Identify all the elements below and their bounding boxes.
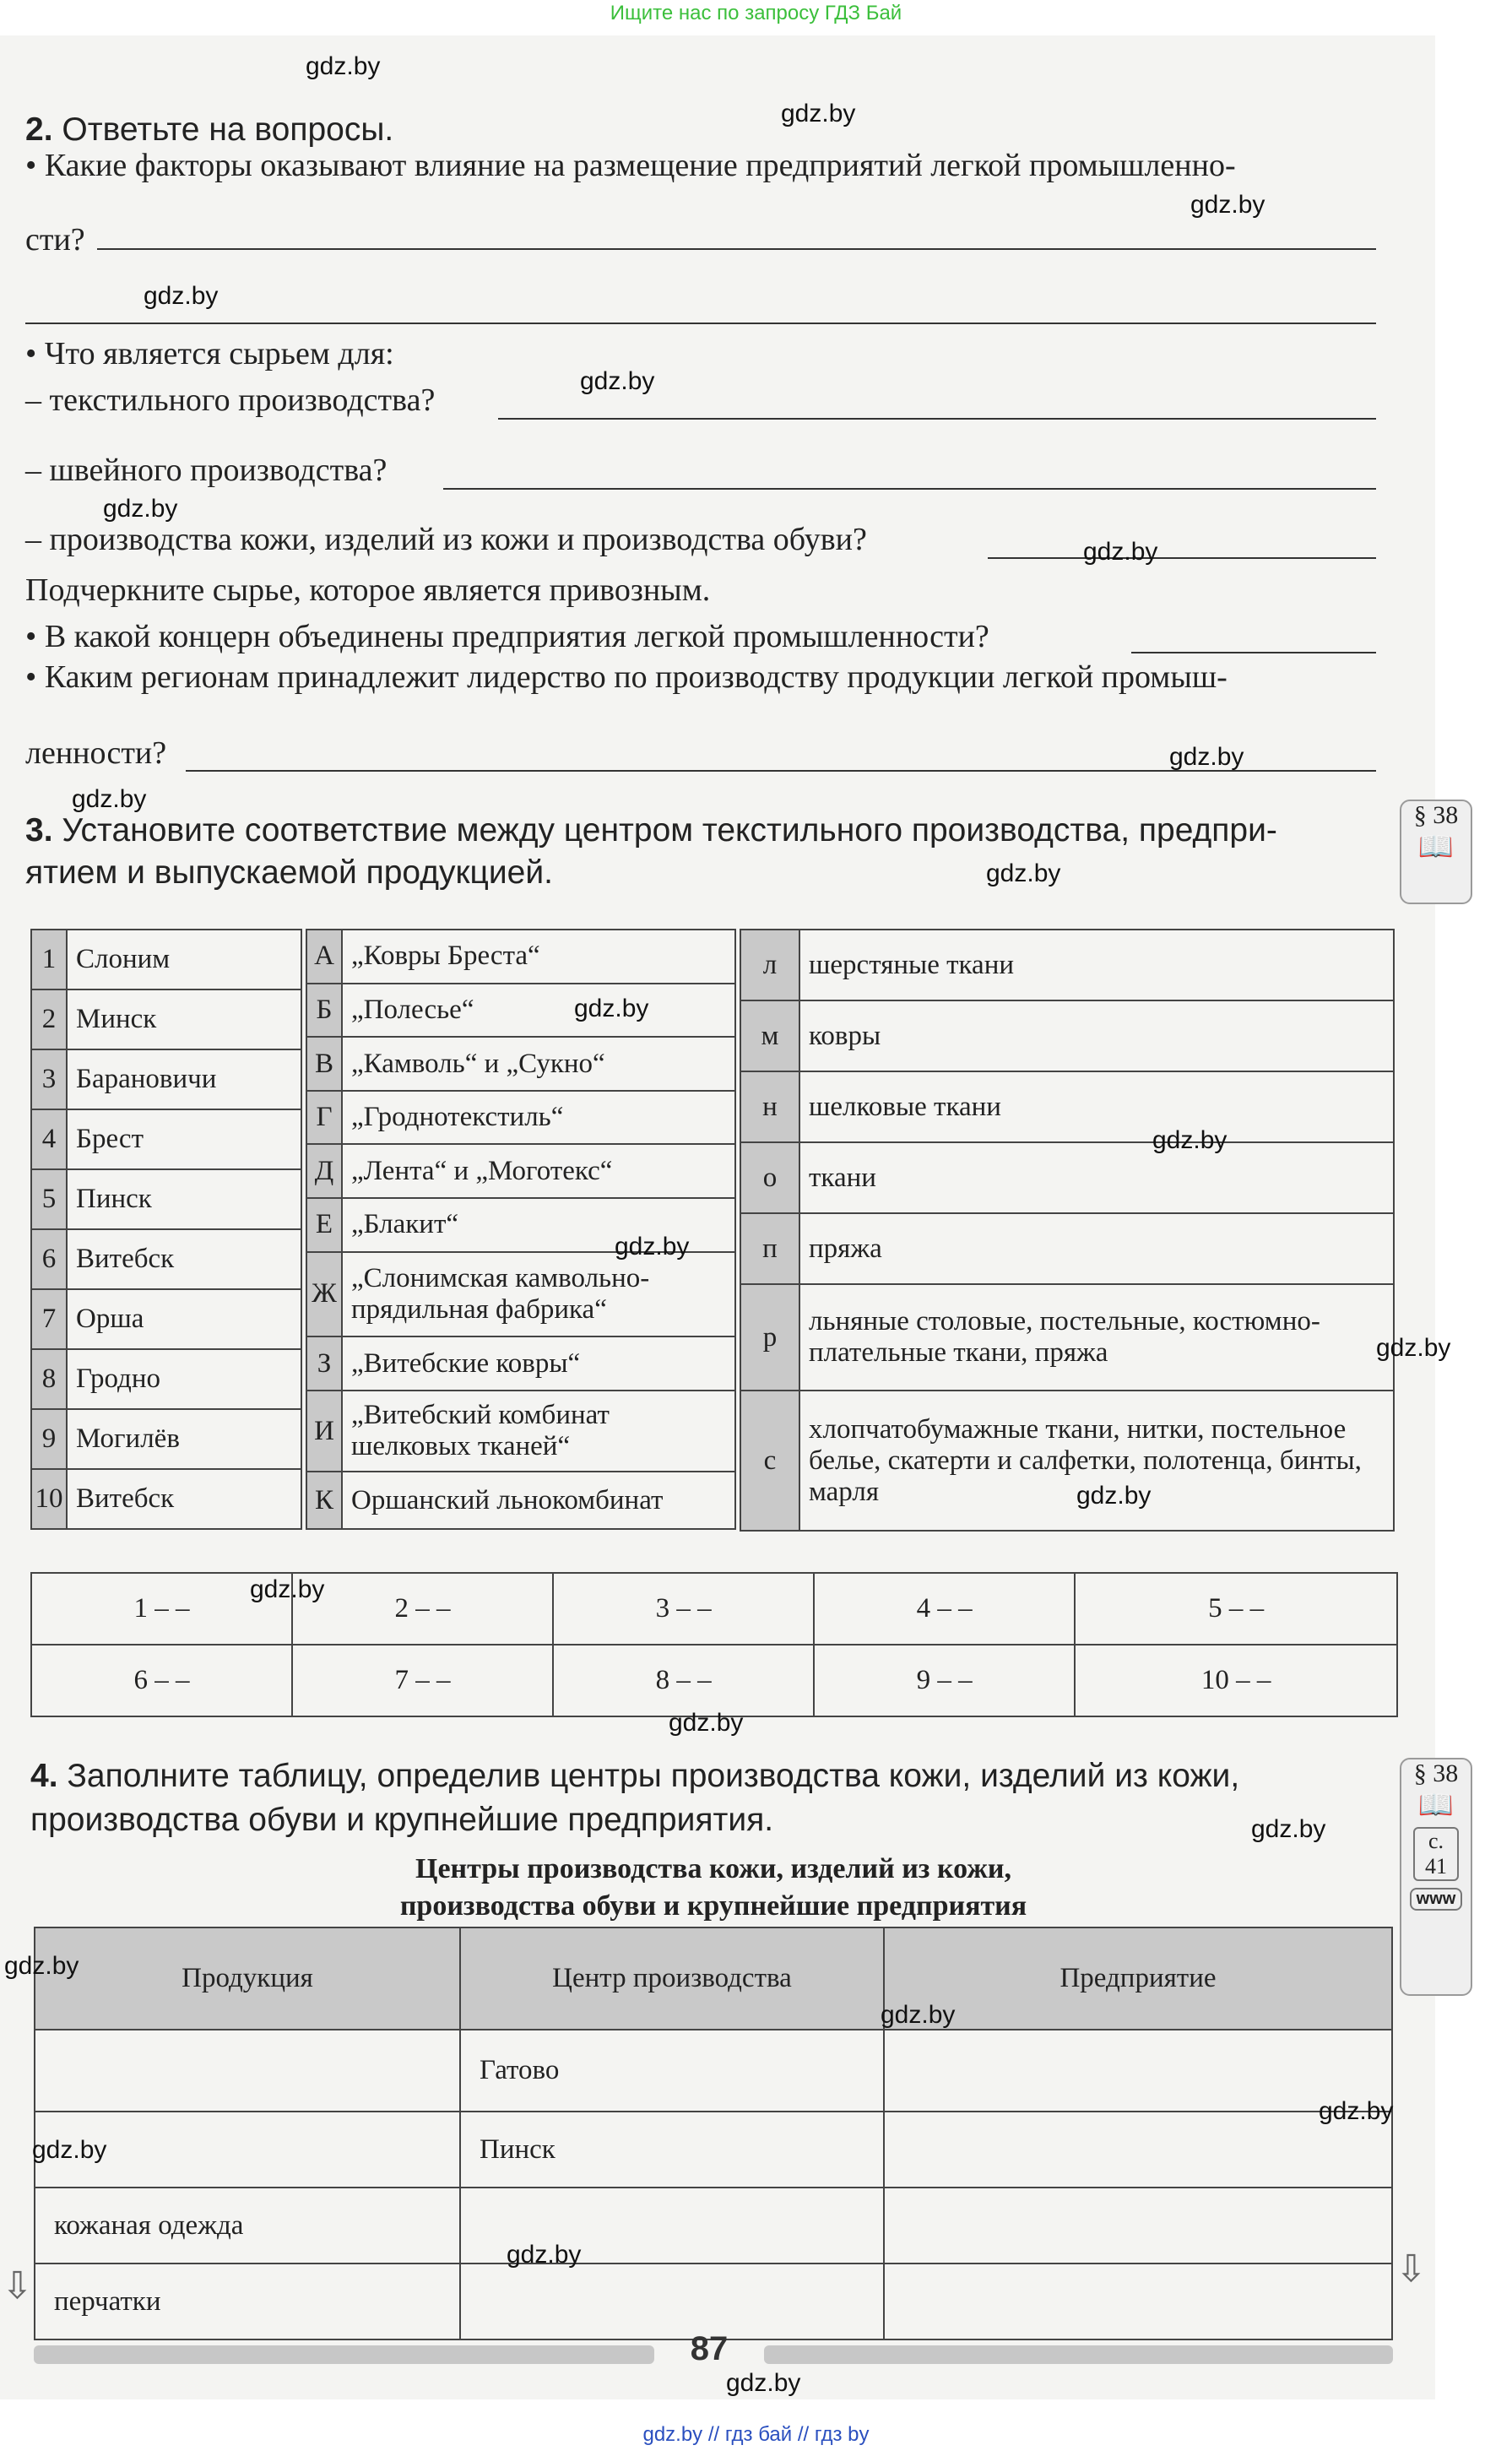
cell-product: пряжа: [799, 1213, 1394, 1284]
table-row: [306, 1144, 735, 1198]
cell-city: Минск: [67, 989, 301, 1049]
table-row: [306, 1336, 735, 1391]
watermark: gdz.by: [1376, 1334, 1451, 1362]
table-row: [306, 1091, 735, 1145]
table-row: [740, 1213, 1394, 1284]
cell-key: м: [740, 1000, 799, 1071]
table-row: [31, 930, 301, 989]
cell-letter: В: [306, 1037, 342, 1091]
cell-product[interactable]: кожаная одежда: [35, 2188, 460, 2264]
watermark: gdz.by: [32, 2136, 107, 2164]
table-row: [306, 1252, 735, 1337]
table-row: [35, 2188, 1392, 2264]
table-row: [740, 1391, 1394, 1531]
header-enterprise: Предприятие: [884, 1927, 1392, 2030]
cell-city: Могилёв: [67, 1409, 301, 1469]
cell-letter: Г: [306, 1091, 342, 1145]
table-row: [31, 1469, 301, 1529]
answer-line[interactable]: [25, 323, 1376, 324]
cell-num: 8: [31, 1349, 67, 1409]
workbook-page: [0, 35, 1459, 2399]
cell-num: 3: [31, 1049, 67, 1109]
q4-heading: [30, 1758, 1239, 1795]
cell-num: 9: [31, 1409, 67, 1469]
watermark: gdz.by: [250, 1575, 325, 1603]
products-table: [740, 929, 1395, 1532]
bottom-banner[interactable]: gdz.by // гдз бай // гдз by: [642, 2423, 870, 2446]
answer-cell[interactable]: 7 – –: [292, 1645, 553, 1716]
watermark: gdz.by: [580, 367, 655, 395]
q3-title-2: ятием и выпускаемой продукцией.: [25, 854, 553, 891]
table-row: [306, 930, 735, 984]
answer-grid: [30, 1572, 1398, 1717]
cities-table: [30, 929, 302, 1530]
cell-product: хлопчатобумажные ткани, нитки, постельное белье, скатерти и салфетки, полотенца, бинты, марля: [799, 1391, 1394, 1531]
table-row: [740, 1142, 1394, 1213]
cell-center[interactable]: Пинск: [460, 2112, 884, 2188]
cell-letter: З: [306, 1336, 342, 1391]
cell-letter: Е: [306, 1198, 342, 1252]
q4-title-1: Заполните таблицу, определив центры производства кожи, изделий из кожи,: [67, 1758, 1240, 1794]
cell-enterprise[interactable]: [884, 2030, 1392, 2112]
q2-sub-1: – текстильного производства?: [25, 382, 436, 418]
cell-key: р: [740, 1284, 799, 1391]
section-label: § 38: [1413, 801, 1459, 829]
answer-cell[interactable]: 1 – –: [31, 1573, 292, 1645]
cell-city: Орша: [67, 1289, 301, 1349]
cell-num: 2: [31, 989, 67, 1049]
answer-line[interactable]: [988, 557, 1376, 559]
q2-bullet-3: • В какой концерн объединены предприятия легкой промышленности?: [25, 619, 989, 654]
cell-city: Витебск: [67, 1229, 301, 1289]
cell-product: ковры: [799, 1000, 1394, 1071]
table-row: [740, 1284, 1394, 1391]
cell-key: о: [740, 1142, 799, 1213]
section-tab[interactable]: [1400, 1758, 1472, 1996]
watermark: gdz.by: [986, 859, 1061, 887]
watermark: gdz.by: [615, 1233, 690, 1261]
q2-b2-text: Что является сырьем для:: [44, 336, 394, 371]
q2-sub-2: – швейного производства?: [25, 453, 387, 488]
header-product: Продукция: [35, 1927, 460, 2030]
watermark: gdz.by: [1169, 743, 1244, 771]
watermark: gdz.by: [1319, 2097, 1394, 2125]
header-center: Центр производства: [460, 1927, 884, 2030]
q4-caption: [34, 1851, 1393, 1925]
watermark: gdz.by: [4, 1952, 79, 1980]
cell-num: 1: [31, 930, 67, 989]
watermark: gdz.by: [1076, 1482, 1152, 1510]
watermark: gdz.by: [781, 100, 856, 127]
table-row: [31, 1409, 301, 1469]
answer-cell[interactable]: 9 – –: [814, 1645, 1075, 1716]
table-row: [740, 930, 1394, 1000]
cell-product[interactable]: перчатки: [35, 2264, 460, 2339]
cell-key: п: [740, 1213, 799, 1284]
watermark: gdz.by: [1190, 191, 1265, 219]
cell-enterprise[interactable]: [884, 2188, 1392, 2264]
cell-enterprise: „Слонимская камвольно-прядильная фабрика“: [342, 1252, 735, 1337]
cell-city: Гродно: [67, 1349, 301, 1409]
www-icon[interactable]: www: [1410, 1888, 1462, 1911]
answer-cell[interactable]: 2 – –: [292, 1573, 553, 1645]
cell-city: Пинск: [67, 1169, 301, 1229]
table-row: [31, 1573, 1397, 1645]
top-banner[interactable]: Ищите нас по запросу ГДЗ Бай: [610, 2, 902, 24]
answer-cell[interactable]: 4 – –: [814, 1573, 1075, 1645]
cell-letter: А: [306, 930, 342, 984]
answer-cell[interactable]: 8 – –: [553, 1645, 814, 1716]
answer-line[interactable]: [443, 488, 1376, 490]
book-icon: 📖: [1417, 1790, 1455, 1821]
cell-num: 6: [31, 1229, 67, 1289]
watermark: gdz.by: [1152, 1126, 1227, 1154]
book-icon: 📖: [1417, 832, 1455, 863]
table-row: [35, 2264, 1392, 2339]
watermark: gdz.by: [103, 495, 178, 523]
cell-product: ткани: [799, 1142, 1394, 1213]
answer-cell[interactable]: 3 – –: [553, 1573, 814, 1645]
cell-num: 4: [31, 1109, 67, 1169]
watermark: gdz.by: [507, 2241, 582, 2269]
table-row: [35, 2030, 1392, 2112]
table-row: [31, 1049, 301, 1109]
cell-key: н: [740, 1071, 799, 1142]
table-row: [306, 1391, 735, 1472]
q2-b4-text: Каким регионам принадлежит лидерство по производству продукции легкой промыш-: [44, 659, 1227, 695]
page-bar-left: [34, 2345, 654, 2364]
cell-product[interactable]: [35, 2030, 460, 2112]
table-row: [306, 1472, 735, 1529]
watermark: gdz.by: [881, 2001, 956, 2029]
table-row: [740, 1000, 1394, 1071]
q2-heading: [25, 111, 393, 149]
watermark: gdz.by: [72, 785, 147, 813]
cell-letter: И: [306, 1391, 342, 1472]
table-row: [31, 1349, 301, 1409]
q3-heading: [25, 812, 1277, 849]
cell-letter: Ж: [306, 1252, 342, 1337]
map-page-badge: с. 41: [1413, 1827, 1459, 1881]
q2-b3-text: В какой концерн объединены предприятия легкой промышленности?: [44, 619, 989, 654]
page-bar-right: [764, 2345, 1393, 2364]
cell-enterprise: „Блакит“: [342, 1198, 735, 1252]
table-row: [306, 1037, 735, 1091]
watermark: gdz.by: [574, 995, 649, 1022]
q2-b4-cont: ленности?: [25, 735, 167, 771]
cell-enterprise[interactable]: [884, 2264, 1392, 2339]
cell-center[interactable]: Гатово: [460, 2030, 884, 2112]
answer-cell[interactable]: 5 – –: [1075, 1573, 1397, 1645]
watermark: gdz.by: [726, 2369, 801, 2397]
cell-city: Барановичи: [67, 1049, 301, 1109]
cell-letter: Б: [306, 984, 342, 1038]
table-row: [35, 2112, 1392, 2188]
cell-center[interactable]: [460, 2264, 884, 2339]
enterprises-table: [306, 929, 736, 1530]
cell-enterprise: „Витебские ковры“: [342, 1336, 735, 1391]
table-header-row: [35, 1927, 1392, 2030]
leather-table: [34, 1927, 1393, 2340]
answer-line[interactable]: [97, 248, 1376, 250]
cell-city: Витебск: [67, 1469, 301, 1529]
q4-caption-1: Центры производства кожи, изделий из кожи,: [415, 1853, 1011, 1884]
table-row: [31, 989, 301, 1049]
cell-enterprise[interactable]: [884, 2112, 1392, 2188]
cell-enterprise: „Лента“ и „Моготекс“: [342, 1144, 735, 1198]
q2-bullet-1: • Какие факторы оказывают влияние на размещение предприятий легкой промышленно-: [25, 148, 1236, 183]
cell-key: с: [740, 1391, 799, 1531]
watermark: gdz.by: [1251, 1815, 1326, 1843]
table-row: [31, 1109, 301, 1169]
cell-enterprise: „Ковры Бреста“: [342, 930, 735, 984]
table-row: [31, 1645, 1397, 1716]
q4-title-2: производства обуви и крупнейшие предприятия.: [30, 1802, 774, 1838]
cell-enterprise: „Гроднотекстиль“: [342, 1091, 735, 1145]
q3-title-1: Установите соответствие между центром текстильного производства, предпри-: [62, 812, 1277, 848]
section-tab[interactable]: [1400, 800, 1472, 904]
cell-enterprise: „Полесье“: [342, 984, 735, 1038]
arrow-down-icon[interactable]: ⇩: [1395, 2247, 1427, 2291]
q2-sub-3: – производства кожи, изделий из кожи и производства обуви?: [25, 522, 867, 557]
cell-num: 5: [31, 1169, 67, 1229]
cell-product: льняные столовые, постельные, костюмно-плательные ткани, пряжа: [799, 1284, 1394, 1391]
q2-bullet-2: • Что является сырьем для:: [25, 336, 394, 371]
cell-num: 7: [31, 1289, 67, 1349]
cell-city: Слоним: [67, 930, 301, 989]
section-label: § 38: [1413, 1759, 1459, 1787]
cell-city: Брест: [67, 1109, 301, 1169]
q4-caption-2: производства обуви и крупнейшие предприятия: [399, 1890, 1027, 1922]
q2-b1-text: Какие факторы оказывают влияние на размещение предприятий легкой промышленно-: [44, 148, 1236, 183]
q2-title: Ответьте на вопросы.: [62, 111, 394, 148]
cell-letter: Д: [306, 1144, 342, 1198]
watermark: gdz.by: [144, 282, 219, 310]
q2-b1-cont: сти?: [25, 222, 85, 258]
table-row: [740, 1071, 1394, 1142]
answer-line[interactable]: [1131, 652, 1376, 653]
cell-product: шелковые ткани: [799, 1071, 1394, 1142]
cell-num: 10: [31, 1469, 67, 1529]
cell-enterprise: Оршанский льнокомбинат: [342, 1472, 735, 1529]
arrow-down-icon[interactable]: ⇩: [2, 2264, 33, 2307]
cell-enterprise: „Витебский комбинат шелковых тканей“: [342, 1391, 735, 1472]
cell-product: шерстяные ткани: [799, 930, 1394, 1000]
table-row: [31, 1229, 301, 1289]
q4-number: 4.: [30, 1758, 58, 1794]
table-row: [306, 984, 735, 1038]
q2-number: 2.: [25, 111, 53, 148]
q3-number: 3.: [25, 812, 53, 848]
cell-key: л: [740, 930, 799, 1000]
q2-bullet-4: • Каким регионам принадлежит лидерство по производству продукции легкой промыш-: [25, 659, 1227, 695]
answer-cell[interactable]: 10 – –: [1075, 1645, 1397, 1716]
q2-note: Подчеркните сырье, которое является привозным.: [25, 572, 711, 608]
watermark: gdz.by: [669, 1709, 744, 1737]
watermark: gdz.by: [306, 52, 381, 80]
table-row: [31, 1289, 301, 1349]
table-row: [31, 1169, 301, 1229]
answer-line[interactable]: [498, 418, 1376, 420]
cell-letter: К: [306, 1472, 342, 1529]
page-number: 87: [690, 2330, 729, 2367]
answer-cell[interactable]: 6 – –: [31, 1645, 292, 1716]
cell-enterprise: „Камволь“ и „Сукно“: [342, 1037, 735, 1091]
watermark: gdz.by: [1083, 538, 1158, 566]
